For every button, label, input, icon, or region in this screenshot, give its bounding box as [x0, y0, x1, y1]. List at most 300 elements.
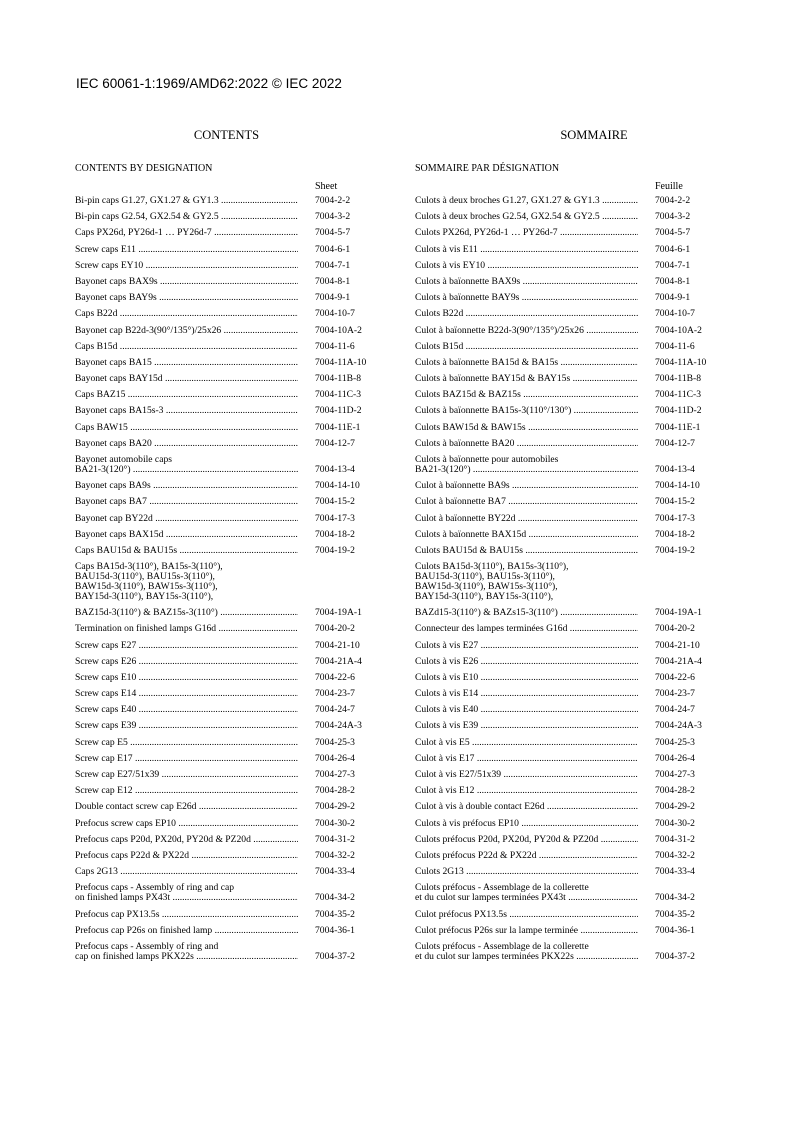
toc-entry-line: Culot à vis E12 .....: [415, 786, 638, 796]
toc-entry-designation: [75, 514, 298, 524]
toc-entry-designation: [415, 786, 638, 796]
toc-entry-designation: [75, 212, 298, 222]
toc-entry-line: Bayonet caps BA20 .....: [75, 439, 298, 449]
toc-entry-line: Culot à vis à double contact E26d .....: [415, 802, 638, 812]
toc-entry-line: Culots à baïonnette BA20 .....: [415, 439, 638, 449]
toc-entry-line: Screw cap E5 .....: [75, 738, 298, 748]
toc-entry: [415, 212, 725, 222]
toc-entry-sheet-number: 7004-3-2: [315, 211, 351, 223]
toc-entry: [75, 326, 385, 336]
sheet-column-header: Sheet: [315, 181, 338, 192]
toc-entry-line: Bayonet cap BY22d .....: [75, 514, 298, 524]
toc-entry: [415, 673, 725, 683]
toc-entry: [415, 455, 725, 475]
toc-entry-designation: [415, 530, 638, 540]
toc-entry: [415, 309, 725, 319]
toc-entry-sheet-number: 7004-33-4: [315, 866, 355, 878]
toc-entry: [75, 562, 385, 618]
toc-entry-line: on finished lamps PX43t .....: [75, 893, 298, 903]
toc-entry-sheet-number: 7004-7-1: [315, 259, 351, 271]
toc-entry-sheet-number: 7004-20-2: [315, 623, 355, 635]
toc-entry-sheet-number: 7004-21A-4: [315, 655, 362, 667]
toc-entry: [75, 342, 385, 352]
toc-entry: [75, 819, 385, 829]
toc-entry-designation: [75, 705, 298, 715]
toc-entry-sheet-number: 7004-13-4: [315, 464, 355, 475]
toc-entry-line: Culots à baïonnette BAX9s .....: [415, 277, 638, 287]
toc-entry-designation: [75, 455, 298, 475]
toc-entry-line: Bayonet automobile caps: [75, 455, 172, 465]
toc-entry-sheet-number: 7004-36-1: [315, 924, 355, 936]
toc-entry: [415, 481, 725, 491]
toc-entry-sheet-number: 7004-11E-1: [655, 421, 701, 433]
toc-entry-line: Screw caps E10 .....: [75, 673, 298, 683]
toc-entry: [75, 802, 385, 812]
toc-entry-designation: [415, 657, 638, 667]
toc-entry-designation: [415, 546, 638, 556]
toc-entry-sheet-number: 7004-21-10: [655, 639, 700, 651]
toc-entry-line: Bayonet caps BA7 .....: [75, 497, 298, 507]
toc-entry-sheet-number: 7004-30-2: [315, 817, 355, 829]
toc-entry: [415, 641, 725, 651]
toc-entry-designation: [75, 406, 298, 416]
toc-entry: [415, 326, 725, 336]
toc-entry-sheet-number: 7004-15-2: [315, 496, 355, 508]
toc-entry-line: Prefocus caps P22d & PX22d .....: [75, 851, 298, 861]
toc-entry-sheet-number: 7004-37-2: [315, 950, 355, 962]
toc-entry-line: Prefocus screw caps EP10 .....: [75, 819, 298, 829]
toc-entry-sheet-number: 7004-19-2: [315, 544, 355, 556]
toc-entry-sheet-number: 7004-9-1: [315, 292, 351, 304]
toc-entry-sheet-number: 7004-34-2: [655, 892, 695, 904]
toc-entry: [415, 277, 725, 287]
toc-entry-line: Culots à vis E27 .....: [415, 641, 638, 651]
toc-entry-sheet-number: 7004-15-2: [655, 496, 695, 508]
toc-entry-sheet-number: 7004-7-1: [655, 259, 691, 271]
toc-entry-sheet-number: 7004-2-2: [655, 195, 691, 206]
toc-entry-sheet-number: 7004-14-10: [655, 480, 700, 492]
toc-entry-sheet-number: 7004-29-2: [315, 801, 355, 813]
toc-entry: [415, 705, 725, 715]
toc-entry-designation: [75, 867, 298, 877]
sommaire-list: [415, 196, 725, 962]
toc-entry-sheet-number: 7004-31-2: [315, 833, 355, 845]
toc-entry: [75, 754, 385, 764]
toc-entry-line: Screw caps E11 .....: [75, 245, 298, 255]
feuille-column-header: Feuille: [655, 181, 683, 192]
toc-entry-line: BAY15d-3(110°), BAY15s-3(110°),: [415, 592, 554, 603]
toc-entry: [415, 738, 725, 748]
toc-entry-designation: [75, 624, 298, 634]
toc-entry-line: BAZd15-3(110°) & BAZs15-3(110°) .....: [415, 608, 638, 618]
contents-list: [75, 196, 385, 962]
toc-entry-designation: [415, 819, 638, 829]
toc-entry: [415, 851, 725, 861]
toc-entry-sheet-number: 7004-14-10: [315, 480, 360, 492]
toc-entry-sheet-number: 7004-12-7: [655, 437, 695, 449]
toc-entry-sheet-number: 7004-21A-4: [655, 655, 702, 667]
toc-entry-line: Culots préfocus P22d & PX22d .....: [415, 851, 638, 861]
toc-entry: [415, 245, 725, 255]
toc-entry: [75, 657, 385, 667]
toc-entry-sheet-number: 7004-8-1: [655, 275, 691, 287]
toc-entry-designation: [75, 374, 298, 384]
toc-entry-designation: [75, 481, 298, 491]
toc-entry: [415, 358, 725, 368]
toc-entry-sheet-number: 7004-25-3: [315, 736, 355, 748]
toc-entry-line: Bayonet caps BAY15d .....: [75, 374, 298, 384]
toc-entry: [75, 277, 385, 287]
toc-entry-sheet-number: 7004-32-2: [655, 849, 695, 861]
toc-entry-designation: [75, 358, 298, 368]
toc-entry: [75, 228, 385, 238]
toc-entry-designation: [415, 406, 638, 416]
toc-entry: [75, 738, 385, 748]
toc-entry: [415, 883, 725, 903]
toc-entry-line: BAU15d-3(110°), BAU15s-3(110°),: [415, 572, 555, 583]
toc-entry: [415, 406, 725, 416]
toc-entry-designation: [75, 721, 298, 731]
toc-entry-line: Culots à baïonnette pour automobiles: [415, 455, 559, 465]
toc-entry: [75, 196, 385, 206]
toc-entry: [75, 786, 385, 796]
toc-entry: [415, 786, 725, 796]
toc-entry: [75, 689, 385, 699]
toc-entry-designation: [415, 641, 638, 651]
toc-entry-sheet-number: 7004-6-1: [315, 243, 351, 255]
toc-entry-line: Termination on finished lamps G16d .....: [75, 624, 298, 634]
toc-entry-line: Screw caps E40 .....: [75, 705, 298, 715]
toc-entry-sheet-number: 7004-13-4: [655, 464, 695, 475]
toc-entry-designation: [415, 910, 638, 920]
toc-entry-designation: [415, 423, 638, 433]
toc-entry-designation: [415, 624, 638, 634]
toc-entry: [415, 910, 725, 920]
toc-entry-designation: [75, 641, 298, 651]
toc-entry: [415, 390, 725, 400]
toc-entry: [415, 228, 725, 238]
toc-entry: [75, 481, 385, 491]
toc-entry-line: Bayonet caps BAX15d .....: [75, 530, 298, 540]
toc-entry-designation: [75, 851, 298, 861]
toc-entry-line: Culots à vis E14 .....: [415, 689, 638, 699]
toc-entry-line: Screw caps E14 .....: [75, 689, 298, 699]
toc-entry: [415, 721, 725, 731]
contents-column-en: [75, 0, 385, 1122]
toc-entry-sheet-number: 7004-31-2: [655, 833, 695, 845]
toc-entry-line: Culots à vis E26 .....: [415, 657, 638, 667]
toc-entry-sheet-number: 7004-22-6: [315, 671, 355, 683]
toc-entry-designation: [75, 835, 298, 845]
toc-entry: [75, 358, 385, 368]
toc-entry-sheet-number: 7004-17-3: [315, 512, 355, 524]
toc-entry-sheet-number: 7004-24A-3: [315, 720, 362, 732]
toc-entry-sheet-number: 7004-19A-1: [315, 607, 362, 619]
toc-entry-designation: [75, 277, 298, 287]
toc-entry-designation: [415, 212, 638, 222]
toc-entry-designation: [415, 374, 638, 384]
toc-entry-line: Screw caps E39 .....: [75, 721, 298, 731]
toc-entry-line: Culots à deux broches G2.54, GX2.54 & GY2.5 .....: [415, 212, 638, 222]
toc-entry-line: Bayonet caps BA15s-3 .....: [75, 406, 298, 416]
toc-entry-sheet-number: 7004-27-3: [315, 769, 355, 780]
sommaire-column-fr: [415, 0, 725, 1122]
toc-entry-line: Culot préfocus P26s sur la lampe terminée .....: [415, 926, 638, 936]
toc-entry: [415, 926, 725, 936]
toc-entry-designation: [415, 673, 638, 683]
toc-entry-designation: [415, 245, 638, 255]
toc-entry-line: Caps B15d .....: [75, 342, 298, 352]
toc-entry: [75, 910, 385, 920]
toc-entry-line: Culots à vis E11 .....: [415, 245, 638, 255]
toc-entry: [75, 770, 385, 780]
toc-entry-designation: [75, 261, 298, 271]
toc-entry-sheet-number: 7004-23-7: [315, 688, 355, 700]
toc-entry-designation: [75, 942, 298, 962]
toc-entry-designation: [415, 293, 638, 303]
toc-entry-line: Culot à baïonnette B22d-3(90°/135°)/25x26 .....: [415, 326, 638, 336]
toc-entry-line: Culot à vis E27/51x39 .....: [415, 770, 638, 780]
toc-entry-designation: [415, 455, 638, 475]
toc-entry-sheet-number: 7004-3-2: [655, 211, 691, 223]
toc-entry-line: Culots à baïonnette BAX15d .....: [415, 530, 638, 540]
toc-entry-line: BA21-3(120°) .....: [75, 465, 298, 475]
toc-entry-designation: [415, 851, 638, 861]
toc-entry-sheet-number: 7004-11B-8: [315, 373, 362, 385]
toc-entry-line: Caps B22d .....: [75, 309, 298, 319]
toc-entry-line: Culots à vis E40 .....: [415, 705, 638, 715]
toc-entry: [415, 867, 725, 877]
toc-entry-line: Screw caps EY10 .....: [75, 261, 298, 271]
toc-entry-designation: [75, 926, 298, 936]
toc-entry-sheet-number: 7004-18-2: [655, 528, 695, 540]
toc-entry: [415, 624, 725, 634]
toc-entry-sheet-number: 7004-35-2: [655, 908, 695, 920]
toc-entry-sheet-number: 7004-11B-8: [655, 373, 702, 385]
toc-entry-line: Culots à baïonnette BA15s-3(110°/130°) .....: [415, 406, 638, 416]
toc-entry: [75, 926, 385, 936]
toc-entry-designation: [75, 689, 298, 699]
toc-entry-designation: [415, 835, 638, 845]
toc-entry: [75, 406, 385, 416]
toc-entry-designation: [75, 439, 298, 449]
toc-entry-designation: [75, 309, 298, 319]
toc-entry-designation: [75, 786, 298, 796]
toc-entry-line: Bayonet cap B22d-3(90°/135°)/25x26 .....: [75, 326, 298, 336]
toc-entry-sheet-number: 7004-22-6: [655, 671, 695, 683]
toc-entry-line: Culots BAZ15d & BAZ15s .....: [415, 390, 638, 400]
toc-entry: [75, 212, 385, 222]
toc-entry: [75, 455, 385, 475]
toc-entry-line: Culots à vis E10 .....: [415, 673, 638, 683]
toc-entry: [75, 245, 385, 255]
toc-entry-designation: [75, 819, 298, 829]
toc-entry: [415, 497, 725, 507]
toc-entry-sheet-number: 7004-11-6: [315, 340, 355, 352]
toc-entry-line: Bayonet caps BAX9s .....: [75, 277, 298, 287]
toc-entry-sheet-number: 7004-29-2: [655, 801, 695, 813]
toc-entry-line: Culots 2G13 .....: [415, 867, 638, 877]
toc-entry-designation: [75, 342, 298, 352]
toc-entry: [75, 721, 385, 731]
toc-entry-sheet-number: 7004-11E-1: [315, 421, 361, 433]
toc-entry-designation: [75, 802, 298, 812]
toc-entry-line: Screw cap E12 .....: [75, 786, 298, 796]
toc-entry: [75, 439, 385, 449]
toc-entry-designation: [75, 245, 298, 255]
toc-entry-designation: [415, 705, 638, 715]
toc-entry-designation: [75, 390, 298, 400]
toc-entry-line: Bayonet caps BA9s .....: [75, 481, 298, 491]
toc-entry-sheet-number: 7004-27-3: [655, 769, 695, 780]
toc-entry-line: Culots à vis EY10 .....: [415, 261, 638, 271]
toc-entry-designation: [75, 883, 298, 903]
toc-entry-line: Culot à baïonnette BA9s .....: [415, 481, 638, 491]
toc-entry-sheet-number: 7004-12-7: [315, 437, 355, 449]
toc-entry-designation: [415, 721, 638, 731]
toc-entry: [415, 657, 725, 667]
toc-entry-line: BAW15d-3(110°), BAW15s-3(110°),: [75, 582, 218, 593]
toc-entry: [415, 562, 725, 618]
toc-entry: [75, 835, 385, 845]
toc-entry-sheet-number: 7004-11C-3: [655, 389, 702, 401]
toc-entry-sheet-number: 7004-36-1: [655, 924, 695, 936]
toc-entry-designation: [415, 802, 638, 812]
toc-entry-designation: [415, 514, 638, 524]
toc-entry-line: Culots B22d .....: [415, 309, 638, 319]
toc-entry-line: Bi-pin caps G1.27, GX1.27 & GY1.3 .....: [75, 196, 298, 206]
toc-entry-sheet-number: 7004-2-2: [315, 195, 351, 206]
toc-entry: [415, 754, 725, 764]
toc-entry-line: Caps BA15d-3(110°), BA15s-3(110°),: [75, 562, 223, 573]
toc-entry-line: Culots BA15d-3(110°), BA15s-3(110°),: [415, 562, 569, 573]
toc-entry-sheet-number: 7004-30-2: [655, 817, 695, 829]
toc-entry-sheet-number: 7004-25-3: [655, 736, 695, 748]
toc-entry-line: Culots à baïonnette BAY9s .....: [415, 293, 638, 303]
toc-entry: [415, 293, 725, 303]
toc-entry-designation: [75, 770, 298, 780]
toc-entry: [75, 261, 385, 271]
toc-entry: [415, 802, 725, 812]
sommaire-subtitle: SOMMAIRE PAR DÉSIGNATION: [415, 163, 560, 174]
toc-entry-line: Culot préfocus PX13.5s .....: [415, 910, 638, 920]
toc-entry-line: Culot à baïonnette BY22d .....: [415, 514, 638, 524]
toc-entry: [75, 867, 385, 877]
toc-entry-line: Screw cap E17 .....: [75, 754, 298, 764]
toc-entry-line: et du culot sur lampes terminées PKX22s .....: [415, 952, 638, 962]
toc-entry: [415, 770, 725, 780]
toc-entry-line: BAU15d-3(110°), BAU15s-3(110°),: [75, 572, 215, 583]
sommaire-title: SOMMAIRE: [560, 128, 628, 142]
toc-entry-line: Culots B15d .....: [415, 342, 638, 352]
toc-entry-designation: [75, 293, 298, 303]
toc-entry-sheet-number: 7004-32-2: [315, 849, 355, 861]
toc-entry-line: Culot à vis E5 .....: [415, 738, 638, 748]
toc-entry-line: Bayonet caps BAY9s .....: [75, 293, 298, 303]
toc-entry-designation: [415, 867, 638, 877]
toc-entry-designation: [75, 738, 298, 748]
toc-entry-sheet-number: 7004-21-10: [315, 639, 360, 651]
toc-entry: [415, 439, 725, 449]
toc-entry-designation: [415, 196, 638, 206]
toc-entry-designation: [415, 562, 638, 618]
toc-entry: [75, 293, 385, 303]
toc-entry-sheet-number: 7004-10A-2: [655, 324, 702, 336]
toc-entry: [415, 689, 725, 699]
toc-entry: [75, 497, 385, 507]
toc-entry-sheet-number: 7004-28-2: [315, 785, 355, 797]
toc-entry-designation: [415, 439, 638, 449]
toc-entry-line: BA21-3(120°) .....: [415, 465, 638, 475]
toc-entry: [415, 342, 725, 352]
toc-entry: [75, 546, 385, 556]
toc-entry-designation: [75, 546, 298, 556]
toc-entry-designation: [415, 326, 638, 336]
toc-entry-sheet-number: 7004-20-2: [655, 623, 695, 635]
toc-entry: [75, 374, 385, 384]
toc-entry-line: BAY15d-3(110°), BAY15s-3(110°),: [75, 592, 214, 603]
toc-entry: [415, 530, 725, 540]
toc-entry-designation: [415, 228, 638, 238]
toc-entry-line: Prefocus cap P26s on finished lamp .....: [75, 926, 298, 936]
toc-entry-line: cap on finished lamps PKX22s .....: [75, 952, 298, 962]
toc-entry-line: Prefocus cap PX13.5s .....: [75, 910, 298, 920]
toc-entry-sheet-number: 7004-8-1: [315, 275, 351, 287]
toc-entry-designation: [415, 754, 638, 764]
toc-entry: [415, 942, 725, 962]
toc-entry-line: Screw cap E27/51x39 .....: [75, 770, 298, 780]
toc-entry-sheet-number: 7004-34-2: [315, 892, 355, 904]
toc-entry-sheet-number: 7004-26-4: [315, 752, 355, 764]
toc-entry-designation: [415, 770, 638, 780]
toc-entry-designation: [415, 342, 638, 352]
toc-entry-sheet-number: 7004-6-1: [655, 243, 691, 255]
toc-entry-designation: [415, 689, 638, 699]
toc-entry: [415, 835, 725, 845]
toc-entry: [415, 514, 725, 524]
toc-entry-sheet-number: 7004-11D-2: [315, 405, 362, 417]
toc-entry-line: Caps BAZ15 .....: [75, 390, 298, 400]
toc-entry-sheet-number: 7004-35-2: [315, 908, 355, 920]
toc-entry-sheet-number: 7004-9-1: [655, 292, 691, 304]
toc-entry-designation: [75, 562, 298, 618]
toc-entry: [415, 374, 725, 384]
toc-entry-line: Bi-pin caps G2.54, GX2.54 & GY2.5 .....: [75, 212, 298, 222]
toc-entry: [75, 705, 385, 715]
toc-entry-line: Culots préfocus P20d, PX20d, PY20d & PZ20d .....: [415, 835, 638, 845]
toc-entry-designation: [415, 883, 638, 903]
toc-entry-line: BAZ15d-3(110°) & BAZ15s-3(110°) .....: [75, 608, 298, 618]
toc-entry-designation: [415, 738, 638, 748]
toc-entry-designation: [75, 754, 298, 764]
toc-entry-designation: [75, 423, 298, 433]
toc-entry-designation: [415, 309, 638, 319]
toc-entry-designation: [75, 228, 298, 238]
toc-entry-sheet-number: 7004-17-3: [655, 512, 695, 524]
toc-entry-line: Caps BAW15 .....: [75, 423, 298, 433]
toc-entry-designation: [75, 910, 298, 920]
toc-entry-sheet-number: 7004-37-2: [655, 950, 695, 962]
toc-entry: [75, 851, 385, 861]
toc-entry-sheet-number: 7004-24-7: [315, 704, 355, 716]
toc-entry: [75, 423, 385, 433]
toc-entry: [415, 261, 725, 271]
toc-entry-sheet-number: 7004-19-2: [655, 544, 695, 556]
toc-entry-sheet-number: 7004-26-4: [655, 752, 695, 764]
toc-entry-line: Caps BAU15d & BAU15s .....: [75, 546, 298, 556]
toc-entry-designation: [75, 657, 298, 667]
toc-entry-line: Prefocus caps - Assembly of ring and cap: [75, 883, 235, 894]
